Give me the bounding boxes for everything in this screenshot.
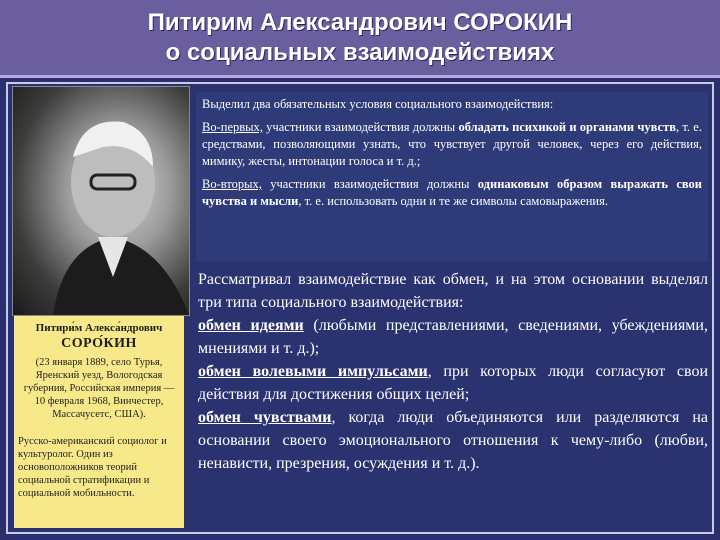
condition-second-post: , т. е. использовать одни и те же символы самовыражения. <box>298 194 608 208</box>
portrait-photo <box>12 86 190 316</box>
title-line-1: Питирим Александрович СОРОКИН <box>147 8 573 36</box>
condition-first <box>202 119 702 170</box>
caption-description: Русско-американский социолог и культуролог. Один из основоположников теорий социальной стратификации и социальной мобильности. <box>18 436 167 499</box>
caption-name: Питири́м Алекса́ндрович <box>35 322 163 334</box>
interaction-types-block <box>198 268 708 475</box>
title-line-2: о социальных взаимодействиях <box>165 38 555 66</box>
interaction-conditions-block <box>196 92 708 262</box>
condition-first-bold: обладать психикой и органами чувств <box>458 120 676 134</box>
conditions-intro: Выделил два обязательных условия социального взаимодействия: <box>202 97 554 111</box>
type-ideas-label: обмен идеями <box>198 317 304 334</box>
type-impulses <box>198 360 708 406</box>
condition-second-bold: одинаковым образом выражать свои чувства и мысли <box>202 177 702 208</box>
type-feelings <box>198 406 708 475</box>
type-feelings-text: , когда люди объединяются или разделяются на основании своего эмоционального отношения к чему-либо (любви, ненависти, презрения, осуждения и т. д.). <box>198 409 708 472</box>
caption-dates: (23 января 1889, село Турья, Яренский уезд, Вологодская губерния, Российская империя — 10 февраля 1968, Винчестер, Массачусетс, США). <box>23 357 175 420</box>
type-impulses-label: обмен волевыми импульсами <box>198 363 428 380</box>
biography-caption <box>14 316 184 528</box>
type-ideas <box>198 314 708 360</box>
condition-second-pre: участники взаимодействия должны <box>261 177 478 191</box>
condition-second <box>202 176 702 210</box>
type-ideas-text: (любыми представлениями, сведениями, убеждениями, мнениями и т. д.); <box>198 317 708 357</box>
types-intro: Рассматривал взаимодействие как обмен, и на этом основании выделял три типа социального взаимодействия: <box>198 271 708 311</box>
condition-second-label: Во-вторых, <box>202 177 262 191</box>
caption-surname: СОРО́КИН <box>61 336 137 351</box>
type-impulses-text: , при которых люди согласуют свои действия для достижения общих целей; <box>198 363 709 403</box>
condition-first-post: , т. е. средствами, позволяющими узнать, что чувствует другой человек, через его действия, мимику, жесты, интонации голоса и т. д.; <box>202 120 702 168</box>
condition-first-label: Во-первых, <box>202 120 263 134</box>
type-feelings-label: обмен чувствами <box>198 409 332 426</box>
title-bar <box>0 0 720 78</box>
portrait-image <box>13 87 189 315</box>
condition-first-pre: участники взаимодействия должны <box>262 120 459 134</box>
